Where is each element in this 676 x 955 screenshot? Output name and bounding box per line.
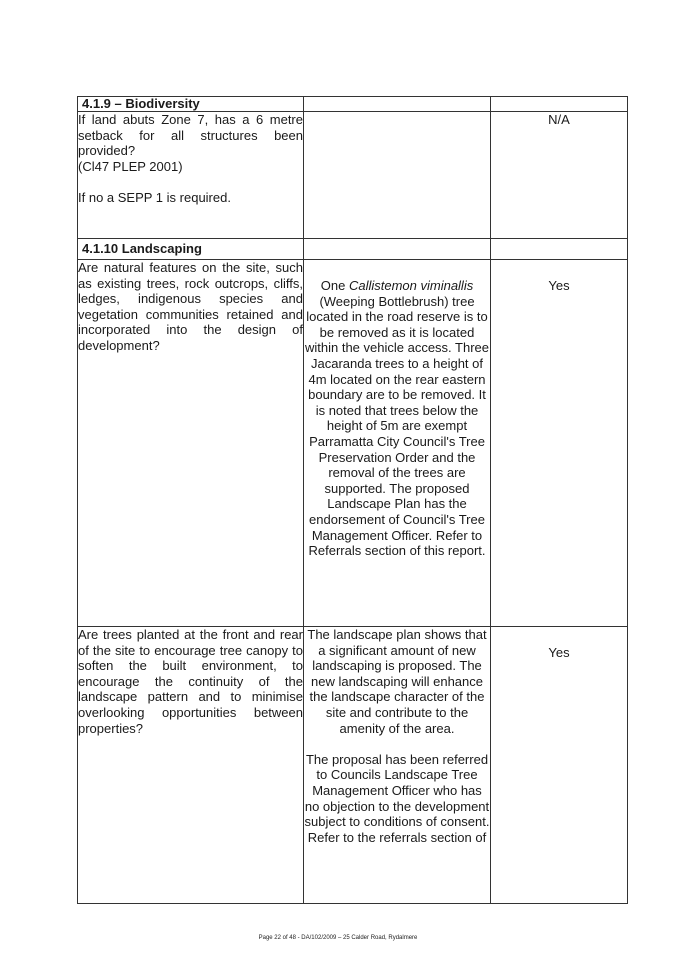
result-cell: N/A [491,112,628,239]
table-row [78,260,628,627]
question-cell [78,112,304,239]
comment-cell [304,112,491,239]
section-heading-biodiversity: 4.1.9 – Biodiversity [78,97,304,112]
empty-cell [491,97,628,112]
result-cell: Yes [491,260,628,627]
section-heading-row-landscaping [78,239,628,260]
section-heading-landscaping: 4.1.10 Landscaping [78,239,304,260]
section-heading-row-biodiversity [78,97,628,112]
comment-cell [304,260,491,627]
species-name: Callistemon viminallis [348,278,474,293]
page-footer: Page 22 of 48 - DA/102/2009 – 25 Calder Road, Rydalmere [258,935,418,941]
question-cell: Are trees planted at the front and rear of the site to encourage tree canopy to soften the built environment, to encourage the continuity of the landscape pattern and to minimise overlooking opportunities between properties? [78,627,304,904]
question-reference: (Cl47 PLEP 2001) [78,158,183,174]
comment-paragraph: The proposal has been referred to Councils Landscape Tree Management Officer who has no objection to the development subject to conditions of consent. Refer to the referrals section of [304,751,490,845]
table-row [78,627,628,904]
question-cell: Are natural features on the site, such as existing trees, rock outcrops, cliffs, ledges, indigenous species and vegetation communities retained and incorporated into the design of development? [78,260,304,627]
question-note: If no a SEPP 1 is required. [78,189,231,205]
table-row [78,112,628,239]
comment-paragraph: The landscape plan shows that a significant amount of new landscaping is proposed. The new landscaping will enhance the landscape character of the site and contribute to the amenity of the area. [307,627,487,736]
result-cell: Yes [491,627,628,904]
comment-cell [304,627,491,904]
comment-text-post: (Weeping Bottlebrush) tree located in the road reserve is to be removed as it is located within the vehicle access. Three Jacaranda trees to a height of 4m located on the rear eastern boundary are to be removed. It is noted that trees below the height of 5m are exempt Parramatta City Council's Tree Preservation Order and the removal of the trees are supported. The proposed Landscape Plan has the endorsement of Council's Tree Management Officer. Refer to Referrals section of this report. [304,293,490,559]
empty-cell [304,239,491,260]
spacer [78,174,303,190]
empty-cell [304,97,491,112]
comment-text-pre: One [320,278,349,293]
assessment-table [77,96,628,904]
question-text: If land abuts Zone 7, has a 6 metre setback for all structures been provided? [78,112,303,159]
empty-cell [491,239,628,260]
